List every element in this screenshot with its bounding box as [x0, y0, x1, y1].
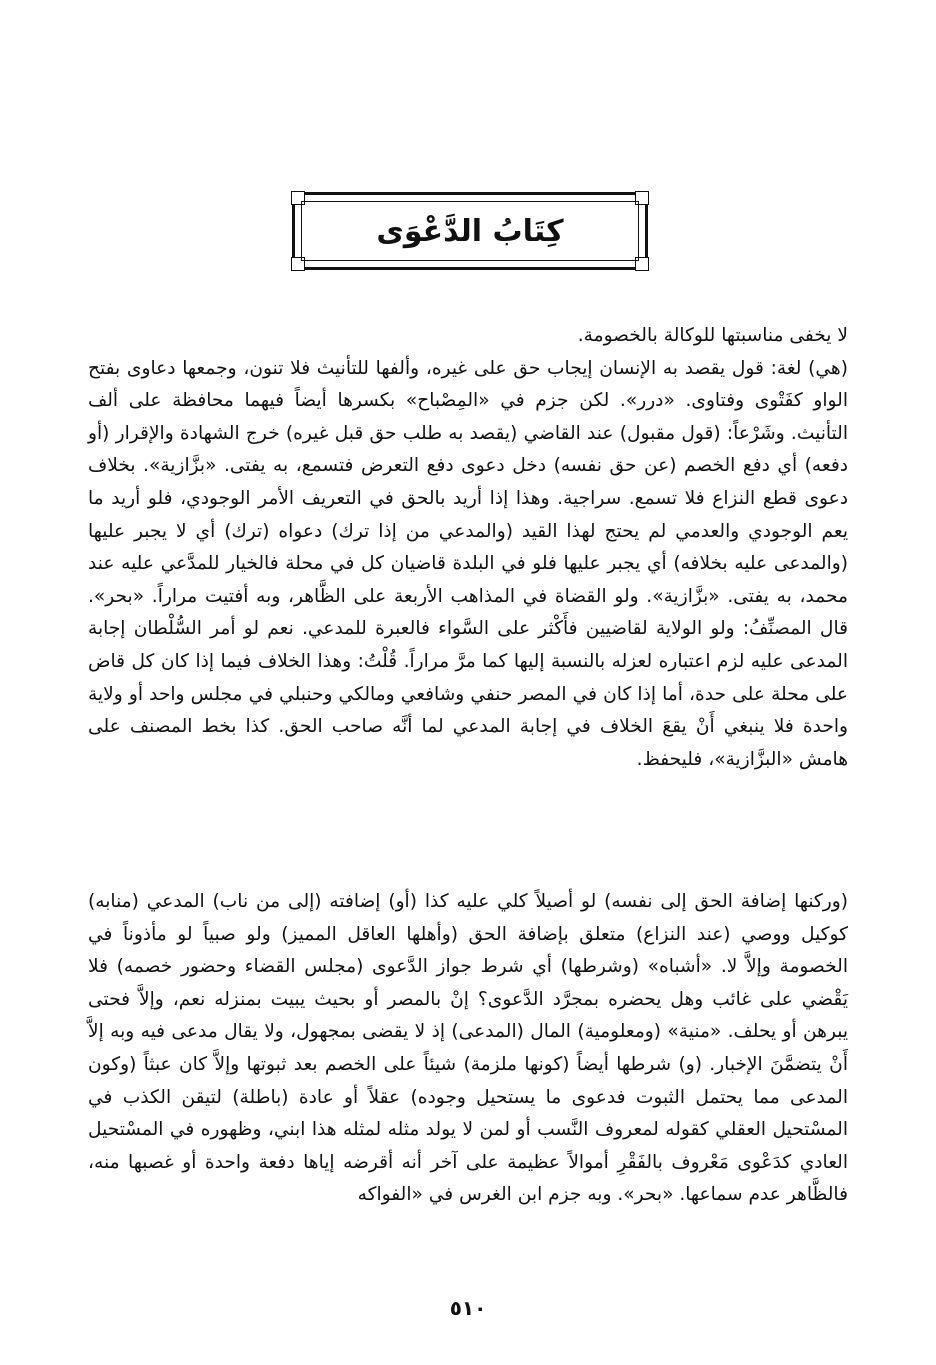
- chapter-title: كِتَابُ الدَّعْوَى: [376, 213, 564, 249]
- intro-line: لا يخفى مناسبتها للوكالة بالخصومة.: [577, 325, 848, 346]
- chapter-title-inner-frame: [301, 201, 639, 261]
- chapter-title-frame: [292, 192, 648, 270]
- paragraph-definition: (هي) لغة: قول يقصد به الإنسان إيجاب حق على غيره، وألفها للتأنيث فلا تنون، وجمعها دعاوى بفتح الواو كفَتْوى وفتاوى. «درر». لكن جزم في «المِصْباح» بكسرها أيضاً فيهما محافظة على ألف التأنيث. وشَرْعاً: (قول مقبول) عند القاضي (يقصد به طلب حق قبل غيره) خرج الشهادة والإقرار (أو دفعه) أي دفع الخصم (عن حق نفسه) دخل دعوى دفع التعرض فتسمع، به يفتى. «بزَّازية». بخلاف دعوى قطع النزاع فلا تسمع. سراجية. وهذا إذا أريد بالحق في التعريف الأمر الوجودي، فلو أريد ما يعم الوجودي والعدمي لم يحتج لهذا القيد (والمدعي من إذا ترك) دعواه (ترك) أي لا يجبر عليها (والمدعى عليه بخلافه) أي يجبر عليها فلو في البلدة قاضيان كل في محلة فالخيار للمدَّعي عليه عند محمد، به يفتى. «بزَّازية». ولو القضاة في المذاهب الأربعة على الظَّاهر، وبه أفتيت مراراً. «بحر». قال المصنِّفُ: ولو الولاية لقاضيين فأَكْثر على السَّواء فالعبرة للمدعي. نعم لو أمر السُّلْطان إجابة المدعى عليه لزم اعتباره لعزله بالنسبة إليها كما مرَّ مراراً. قُلْتُ: وهذا الخلاف فيما إذا كان كل قاض على محلة على حدة، أما إذا كان في المصر حنفي وشافعي ومالكي وحنبلي في مجلس واحد أو ولاية واحدة فلا ينبغي أَنْ يقعَ الخلاف في إجابة المدعي لما أنَّه صاحب الحق. كذا بخط المصنف على هامش «البزَّازية»، فليحفظ.: [88, 357, 848, 770]
- page-number: ٥١٠: [449, 1296, 487, 1320]
- paragraph-pillars-conditions: (وركنها إضافة الحق إلى نفسه) لو أصيلاً كلي عليه كذا (أو) إضافته (إلى من ناب) المدعي (منابه) كوكيل ووصي (عند النزاع) متعلق بإضافة الحق (وأهلها العاقل المميز) ولو صبياً لو مأذوناً في الخصومة وإلاَّ لا. «أشباه» (وشرطها) أي شرط جواز الدَّعوى (مجلس القضاء وحضور خصمه) فلا يَقْضي على غائب وهل يحضره بمجرَّد الدَّعوى؟ إنْ بالمصر أو بحيث يبيت بمنزله نعم، وإلاَّ فحتى يبرهن أو يحلف. «منية» (ومعلومية) المال (المدعى) إذ لا يقضى بمجهول، ولا يقال مدعى فيه وبه إلاَّ أَنْ يتضمَّنَ الإخبار. (و) شرطها أيضاً (كونها ملزمة) شيئاً على الخصم بعد ثبوتها وإلاَّ كان عبثاً (وكون المدعى مما يحتمل الثبوت فدعوى ما يستحيل وجوده) عقلاً أو عادة (باطلة) لتيقن الكذب في المسْتحيل العقلي كقوله لمعروف النَّسب أو لمن لا يولد مثله لمثله هذا ابني، وظهوره في المسْتحيل العادي كدَعْوى مَعْروف بالفَقْرِ أموالاً عظيمة على آخر أنه أقرضه إياها دفعة واحدة أو غصبها منه، فالظَّاهر عدم سماعها. «بحر». وبه جزم ابن الغرس في «الفواكه: [88, 891, 848, 1206]
- second-text-block: [88, 886, 848, 1212]
- main-text-block: [88, 320, 848, 776]
